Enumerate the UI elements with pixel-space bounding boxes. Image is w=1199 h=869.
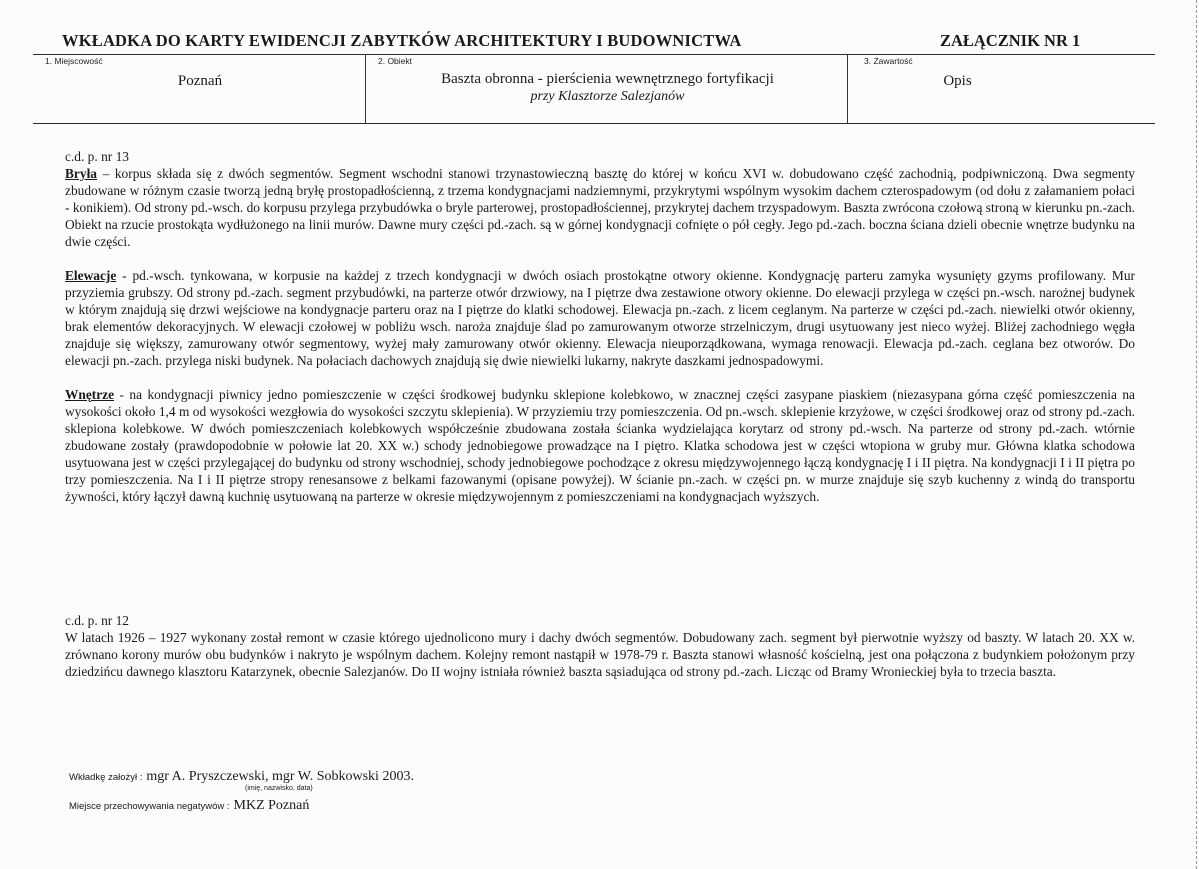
text-bryla: – korpus składa się z dwóch segmentów. Segment wschodni stanowi trzynastowieczną basztę do której w końcu XVI w. dobudowano część zachodnią, podpiwniczoną. Dwa segmenty zbudowane w różnym czasie tworzą jedną bryłę prostopadłościenną, z trzema kondygnacjami nadziemnymi, przykrytymi wspólnym wysokim dachem czterospadowym (od dołu z załamaniem połaci - konikiem). Od strony pd.-wsch. do korpusu przylega przybudówka o bryle parterowej, prostopadłościennej, przykrytej dachem trzyspadowym. Baszta zwrócona czołową stroną w kierunku pn.-zach. Obiekt na rzucie prostokąta wydłużonego na linii murów. Dawne mury części pd.-zach. są w górnej kondygnacji cofnięte o pół cegły. Jego pd.-zach. boczna ściana dzieli obecnie wnętrze budynku na dwie części. [65,166,1135,249]
object-value-line2: przy Klasztorze Salezjanów [530,89,685,104]
locality-label: 1. Miejscowość [45,56,103,66]
field-divider-1 [365,55,366,123]
author-value: mgr A. Pryszczewski, mgr W. Sobkowski 2003. [146,769,414,784]
object-label: 2. Obiekt [378,56,413,66]
paragraph-wnetrze [65,386,1135,505]
document-title: WKŁADKA DO KARTY EWIDENCJI ZABYTKÓW ARCHITEKTURY I BUDOWNICTWA [62,31,742,50]
contents-value: Opis [943,73,972,89]
storage-label: Miejsce przechowywania negatywów : [69,801,230,812]
author-hint: (imię, nazwisko, data) [245,785,313,792]
header-rule [33,54,1155,55]
author-label: Wkładkę założył : [69,772,143,783]
heading-bryla: Bryła [65,166,97,181]
author-row [69,767,414,785]
field-divider-2 [847,55,848,123]
heading-elewacje: Elewacje [65,268,117,283]
paragraph-history: W latach 1926 – 1927 wykonany został remont w czasie którego ujednolicono mury i dachy dwóch segmentów. Dobudowany zach. segment był pierwotnie wyższy od baszty. W latach 20. XX w. zrównano korony murów obu budynków i nakryto je wspólnym dachem. Kolejny remont nastąpił w 1978-79 r. Baszta stanowi własność kościelną, jest ona połączona z budynkiem położonym przy dziedzińcu dawnego klasztoru Katarzynek, obecnie Salezjanów. Do II wojny istniała również baszta sąsiadująca od strony pd.-zach. Licząc od Bramy Wronieckiej była to trzecia baszta. [65,630,1135,679]
paragraph-elewacje [65,267,1135,369]
text-wnetrze: - na kondygnacji piwnicy jedno pomieszczenie w części środkowej budynku sklepione kolebkowo, w znacznej części zasypane piaskiem (niezasypana górna część pomieszczenia na wysokości około 1,4 m od wysokości wezgłowia do wysokości szczytu sklepienia). W przyziemiu trzy pomieszczenia. Od pn.-wsch. sklepienie krzyżowe, w części środkowej oraz od strony pd.-zach. sklepiona kolebkowe. W dwóch pomieszczeniach kolebkowych współcześnie zbudowana została ścianka wydzielająca korytarz od strony pd.-wsch. Na parterze od strony pd.-zach. wtórnie zbudowane zostały (prawdopodobnie w połowie lat 20. XX w.) schody jednobiegowe prowadzące na I piętro. Klatka schodowa jest w części wtopiona w gruby mur. Główna klatka schodowa usytuowana jest w części przylegającej do budynku od strony wschodniej, schody jednobiegowe pochodzące z okresu międzywojennego łączą kondygnację I i II piętra. Na kondygnacji I i II piętra po trzy pomieszczenia. Na I i II piętrze stropy renesansowe z belkami fazowanymi (opisane powyżej). W ścianie pn.-zach. w części pn. w murze znajduje się szyb kuchenny z windą do transportu żywności, który łączył dawną kuchnię usytuowaną na parterze w okresie międzywojennym z pomieszczeniami na kondygnacjach wyższych. [65,387,1135,504]
contents-label: 3. Zawartość [864,56,913,66]
text-elewacje: - pd.-wsch. tynkowana, w korpusie na każdej z trzech kondygnacji w dwóch osiach prostokątne otwory okienne. Kondygnację parteru zamyka wysunięty gzyms profilowany. Mur przyziemia grubszy. Od strony pd.-zach. segment przybudówki, na parterze otwór drzwiowy, na I piętrze dwa zestawione otwory okienne. Do elewacji przylega w części pn.-wsch. narożnej budynek w którym znajdują się drzwi wejściowe na kondygnacje parteru oraz na I piętrze do klatki schodowej. Elewacja pn.-zach. z licem ceglanym. Na parterze w części pd.-zach. niewielki otwór okienny, brak elementów dekoracyjnych. W elewacji czołowej w pobliżu wsch. naroża znajduje ślad po zamurowanym otworze strzelniczym, drugi usytuowany jest nieco wyżej. Bliżej zachodniego węgła znajduje się większy, zamurowany otwór segmentowy, wyżej mały zamurowany otwór okienny. Elewacja nieuporządkowana, wymaga renowacji. Elewacja pd.-zach. ceglana bez otworów. Do elewacji pn.-zach. przylega niski budynek. Na połaciach dachowych znajdują się dwie niewielki lukarny, nakryte daszkami jednospadowymi. [65,268,1135,368]
section-ref-12: c.d. p. nr 12 [65,613,129,628]
locality-value: Poznań [177,73,223,89]
section-description [65,148,1135,505]
storage-value: MKZ Poznań [233,798,310,813]
section-ref-13: c.d. p. nr 13 [65,149,129,164]
annex-number: ZAŁĄCZNIK NR 1 [940,31,1081,50]
fields-bottom-rule [33,123,1155,124]
storage-row [69,796,309,814]
object-value-line1: Baszta obronna - pierścienia wewnętrznego fortyfikacji [441,71,774,87]
section-history [65,612,1135,680]
heading-wnetrze: Wnętrze [65,387,115,402]
paragraph-bryla [65,165,1135,250]
